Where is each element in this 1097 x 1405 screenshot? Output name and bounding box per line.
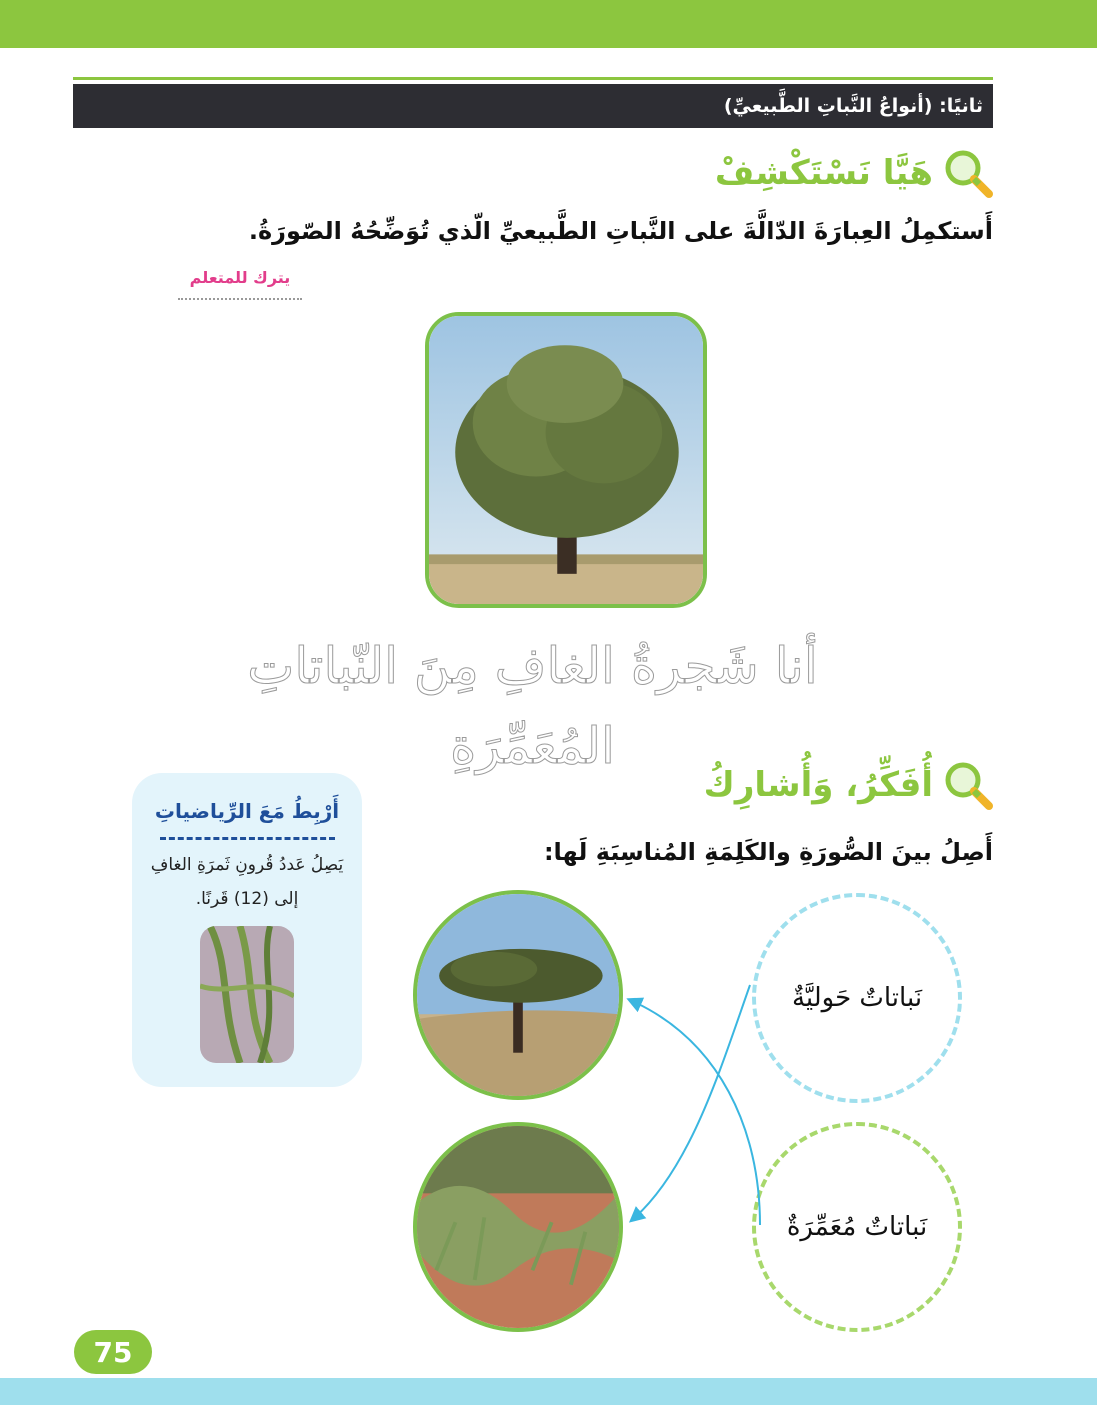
explore-instruction: أَستكمِلُ العِبارَةَ الدّالَّةَ على النَّباتِ الطَّبيعيِّ الّذي تُوَضِّحُهُ الصّورَةُ. xyxy=(248,217,993,245)
think-instruction: أَصِلُ بينَ الصُّورَةِ والكَلِمَةِ المُناسِبَةِ لَها: xyxy=(543,838,993,866)
top-band xyxy=(0,0,1097,48)
perennial-plants-label: نَباتاتٌ مُعَمِّرَةٌ xyxy=(786,1212,928,1242)
section-title: ثانيًا: (أنواعُ النَّباتِ الطَّبيعيِّ) xyxy=(723,95,983,117)
arrow-annual-to-bottom xyxy=(632,985,750,1220)
header-rule xyxy=(73,77,993,80)
annual-plants-label: نَباتاتٌ حَوليَّةٌ xyxy=(791,983,923,1013)
teacher-note: يترك للمتعلم xyxy=(178,268,302,300)
math-link-divider xyxy=(160,837,335,840)
magnifier-icon xyxy=(941,758,995,812)
arrow-perennial-to-top xyxy=(630,1000,760,1225)
math-link-text: يَصِلُ عَددُ قُرونِ ثَمرَةِ الغافِ إلى (12) قَرنًا. xyxy=(150,855,344,909)
page-number: 75 xyxy=(74,1330,152,1374)
think-heading-text: أُفَكِّرُ، وَأُشارِكُ xyxy=(703,765,933,805)
think-heading xyxy=(704,758,995,812)
bottom-band xyxy=(0,1378,1097,1405)
section-title-bar xyxy=(73,84,993,128)
magnifier-icon xyxy=(941,146,995,200)
ghaf-tree-photo xyxy=(425,312,707,608)
matching-arrows xyxy=(600,980,800,1230)
trace-sentence[interactable]: أنا شَجرةُ الغافِ مِنَ النّباتاتِ المُعَمِّرَةِ xyxy=(247,637,818,775)
explore-heading-text: هَيَّا نَسْتَكْشِفْ xyxy=(714,153,933,193)
annual-plants-photo[interactable] xyxy=(413,1122,623,1332)
ghaf-pods-photo xyxy=(200,926,294,1063)
perennial-tree-photo[interactable] xyxy=(413,890,623,1100)
math-link-box xyxy=(132,773,362,1087)
explore-heading xyxy=(715,146,995,200)
math-link-title: أَرْبِطُ مَعَ الرِّياضياتِ xyxy=(154,799,340,823)
